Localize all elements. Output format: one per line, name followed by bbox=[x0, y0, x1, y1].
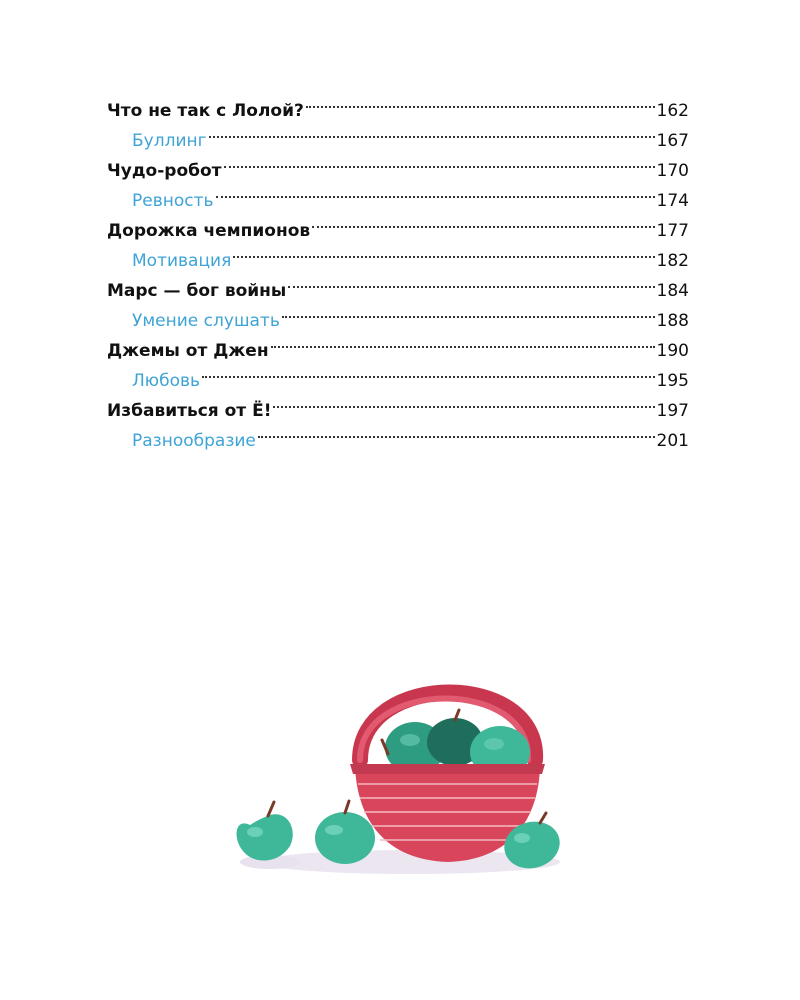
toc-entry-page: 188 bbox=[656, 311, 689, 331]
toc-entry-page: 190 bbox=[656, 341, 689, 361]
toc-dot-leader bbox=[216, 176, 655, 206]
toc-entry-chapter[interactable] bbox=[107, 86, 689, 121]
toc-entry-page: 162 bbox=[656, 101, 689, 121]
toc-entry-page: 167 bbox=[656, 131, 689, 151]
toc-dot-leader bbox=[258, 416, 655, 446]
toc-dot-leader bbox=[273, 386, 654, 416]
toc-dot-leader bbox=[202, 356, 655, 386]
toc-entry-page: 170 bbox=[656, 161, 689, 181]
apple-left bbox=[237, 802, 293, 860]
toc-dot-leader bbox=[306, 86, 655, 116]
toc-entry-title: Любовь bbox=[132, 371, 201, 391]
toc-dot-leader bbox=[233, 236, 654, 266]
toc-entry-title: Джемы от Джен bbox=[107, 341, 269, 361]
toc-entry-title: Ревность bbox=[132, 191, 214, 211]
toc-entry-title: Марс — бог войны bbox=[107, 281, 287, 301]
toc-dot-leader bbox=[282, 296, 655, 326]
toc-entry-page: 195 bbox=[656, 371, 689, 391]
toc-entry-title: Избавиться от Ё! bbox=[107, 401, 272, 421]
toc-entry-title: Что не так с Лолой? bbox=[107, 101, 304, 121]
toc-entry-title: Разнообразие bbox=[132, 431, 256, 451]
toc-entry-page: 201 bbox=[656, 431, 689, 451]
toc-entry-page: 177 bbox=[656, 221, 689, 241]
toc-entry-page: 174 bbox=[656, 191, 689, 211]
toc-entry-title: Буллинг bbox=[132, 131, 207, 151]
toc-entry-page: 182 bbox=[656, 251, 689, 271]
toc-dot-leader bbox=[271, 326, 655, 356]
basket-rim bbox=[350, 764, 545, 774]
toc-entry-title: Дорожка чемпионов bbox=[107, 221, 311, 241]
toc-entry-title: Мотивация bbox=[132, 251, 232, 271]
toc-entry-title: Чудо-робот bbox=[107, 161, 222, 181]
toc-dot-leader bbox=[209, 116, 655, 146]
toc-entry-page: 197 bbox=[656, 401, 689, 421]
toc-dot-leader bbox=[224, 146, 655, 176]
table-of-contents bbox=[107, 86, 689, 451]
toc-dot-leader bbox=[312, 206, 654, 236]
toc-entry-page: 184 bbox=[656, 281, 689, 301]
toc-entry-title: Умение слушать bbox=[132, 311, 280, 331]
apple-basket-illustration-icon bbox=[210, 650, 590, 890]
toc-dot-leader bbox=[288, 266, 654, 296]
